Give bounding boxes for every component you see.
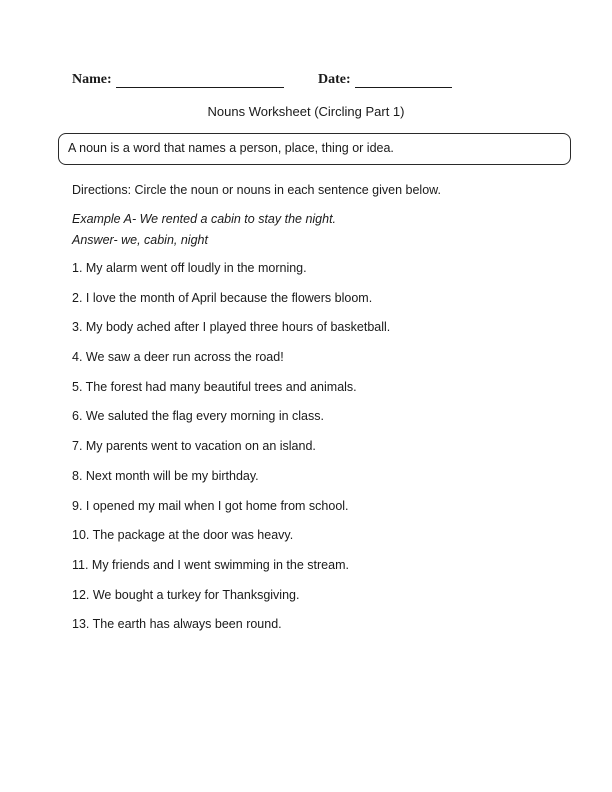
question-item: 2. I love the month of April because the flowers bloom. (72, 290, 373, 305)
worksheet-title: Nouns Worksheet (Circling Part 1) (207, 104, 405, 119)
question-item: 10. The package at the door was heavy. (72, 528, 294, 543)
directions-text: Directions: Circle the noun or nouns in each sentence given below. (72, 183, 441, 197)
question-item: 3. My body ached after I played three hours of basketball. (72, 320, 391, 335)
definition-text: A noun is a word that names a person, place, thing or idea. (68, 141, 394, 155)
question-item: 1. My alarm went off loudly in the morning. (72, 261, 307, 275)
definition-box (58, 133, 571, 165)
example-answer: Answer- we, cabin, night (72, 233, 208, 247)
example-question: Example A- We rented a cabin to stay the night. (72, 212, 337, 226)
question-item: 4. We saw a deer run across the road! (72, 350, 284, 365)
question-item: 7. My parents went to vacation on an island. (72, 439, 316, 454)
question-item: 12. We bought a turkey for Thanksgiving. (72, 587, 300, 602)
question-list (72, 261, 390, 647)
question-item: 6. We saluted the flag every morning in class. (72, 409, 324, 424)
question-item: 11. My friends and I went swimming in the stream. (72, 557, 349, 572)
question-item: 13. The earth has always been round. (72, 617, 282, 632)
date-blank-line[interactable] (355, 87, 452, 88)
date-label: Date: (318, 72, 351, 87)
question-item: 9. I opened my mail when I got home from school. (72, 498, 349, 513)
name-date-header (72, 72, 472, 92)
question-item: 8. Next month will be my birthday. (72, 468, 259, 483)
name-blank-line[interactable] (116, 87, 284, 88)
question-item: 5. The forest had many beautiful trees and animals. (72, 379, 357, 394)
name-label: Name: (72, 72, 112, 87)
